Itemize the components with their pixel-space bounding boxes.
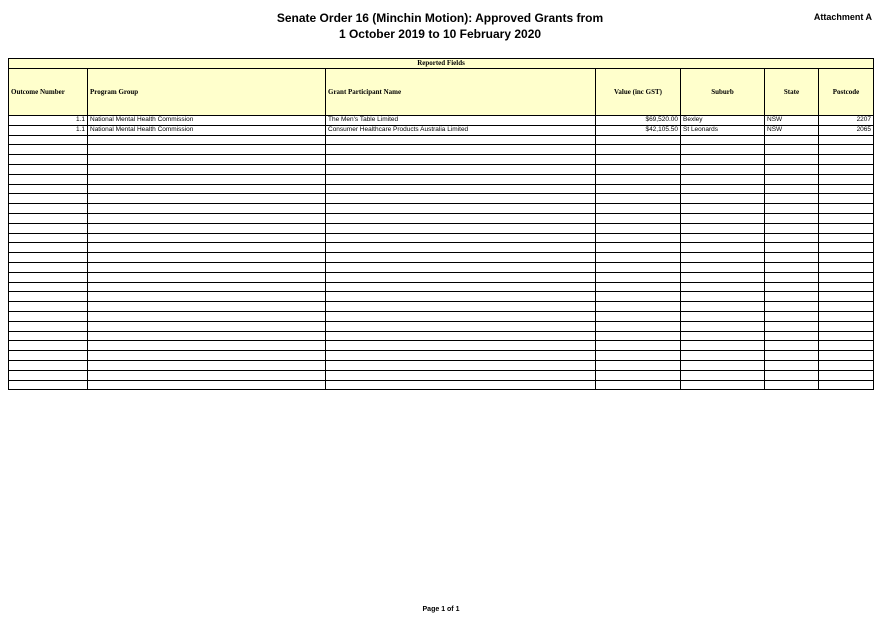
empty-cell [9,341,88,351]
empty-cell [9,282,88,292]
empty-cell [681,380,765,390]
empty-cell [88,370,326,380]
empty-cell [326,253,596,263]
empty-cell [326,135,596,145]
column-header-row [9,69,874,116]
empty-cell [819,233,874,243]
cell-state: NSW [765,116,819,126]
empty-cell [9,262,88,272]
empty-table-row [9,174,874,184]
cell-postcode: 2065 [819,125,874,135]
empty-cell [765,351,819,361]
empty-cell [596,174,681,184]
empty-cell [88,331,326,341]
empty-cell [765,135,819,145]
empty-table-row [9,145,874,155]
empty-cell [765,213,819,223]
empty-cell [681,223,765,233]
empty-cell [326,321,596,331]
empty-cell [88,341,326,351]
empty-cell [765,145,819,155]
cell-grant-participant: The Men's Table Limited [326,116,596,126]
empty-cell [681,272,765,282]
page-footer: Page 1 of 1 [422,606,460,613]
cell-postcode: 2207 [819,116,874,126]
empty-cell [326,380,596,390]
empty-cell [681,331,765,341]
empty-table-row [9,380,874,390]
empty-table-row [9,292,874,302]
empty-cell [596,253,681,263]
empty-cell [9,311,88,321]
empty-cell [88,253,326,263]
empty-table-row [9,243,874,253]
empty-cell [9,194,88,204]
empty-cell [9,243,88,253]
empty-table-row [9,282,874,292]
empty-table-row [9,213,874,223]
cell-state: NSW [765,125,819,135]
empty-cell [819,184,874,194]
empty-cell [681,282,765,292]
empty-cell [9,213,88,223]
group-header-row [9,59,874,69]
empty-cell [326,194,596,204]
empty-cell [9,370,88,380]
empty-cell [596,282,681,292]
empty-cell [765,174,819,184]
empty-table-row [9,204,874,214]
empty-cell [596,341,681,351]
empty-cell [326,360,596,370]
empty-cell [326,370,596,380]
cell-value: $69,520.00 [596,116,681,126]
title-line-2: 1 October 2019 to 10 February 2020 [338,27,542,41]
empty-cell [88,184,326,194]
empty-cell [326,213,596,223]
empty-cell [681,341,765,351]
empty-cell [326,311,596,321]
empty-cell [765,262,819,272]
empty-cell [88,243,326,253]
empty-cell [819,351,874,361]
col-value: Value (inc GST) [596,69,681,116]
empty-cell [819,282,874,292]
empty-cell [88,321,326,331]
empty-cell [596,360,681,370]
empty-cell [9,292,88,302]
empty-table-row [9,223,874,233]
empty-cell [681,253,765,263]
empty-cell [326,223,596,233]
empty-cell [88,135,326,145]
empty-cell [596,311,681,321]
empty-cell [88,282,326,292]
empty-cell [765,253,819,263]
empty-cell [9,302,88,312]
empty-cell [819,262,874,272]
empty-cell [681,155,765,165]
empty-cell [765,194,819,204]
empty-cell [88,233,326,243]
empty-cell [681,164,765,174]
empty-cell [819,341,874,351]
cell-program-group: National Mental Health Commission [88,125,326,135]
empty-cell [9,174,88,184]
empty-cell [819,370,874,380]
empty-cell [681,204,765,214]
empty-cell [596,243,681,253]
empty-cell [681,292,765,302]
empty-cell [88,174,326,184]
empty-cell [326,155,596,165]
empty-table-row [9,194,874,204]
empty-cell [596,194,681,204]
empty-cell [681,262,765,272]
empty-cell [681,184,765,194]
empty-cell [681,243,765,253]
empty-cell [88,380,326,390]
empty-cell [326,174,596,184]
empty-cell [819,331,874,341]
empty-cell [765,204,819,214]
empty-cell [765,311,819,321]
grants-table-body [9,116,874,390]
empty-table-row [9,233,874,243]
empty-cell [596,233,681,243]
empty-cell [326,184,596,194]
empty-cell [765,184,819,194]
empty-cell [681,174,765,184]
empty-cell [819,194,874,204]
empty-cell [596,331,681,341]
empty-cell [765,155,819,165]
empty-cell [819,302,874,312]
empty-cell [765,282,819,292]
empty-cell [819,380,874,390]
reported-fields-header: Reported Fields [9,59,874,69]
empty-cell [819,213,874,223]
empty-cell [9,351,88,361]
empty-table-row [9,331,874,341]
empty-cell [596,223,681,233]
empty-cell [681,370,765,380]
empty-cell [596,213,681,223]
empty-cell [819,311,874,321]
empty-cell [681,233,765,243]
page-title [240,10,640,42]
empty-cell [765,233,819,243]
col-outcome-number: Outcome Number [9,69,88,116]
empty-cell [819,360,874,370]
empty-cell [819,272,874,282]
empty-cell [326,341,596,351]
empty-cell [765,321,819,331]
empty-table-row [9,164,874,174]
empty-cell [326,331,596,341]
empty-cell [681,351,765,361]
empty-table-row [9,370,874,380]
empty-cell [819,243,874,253]
empty-cell [88,145,326,155]
empty-table-row [9,321,874,331]
col-grant-participant: Grant Participant Name [326,69,596,116]
col-suburb: Suburb [681,69,765,116]
empty-cell [88,351,326,361]
empty-cell [681,135,765,145]
empty-cell [596,370,681,380]
empty-table-row [9,155,874,165]
empty-cell [326,262,596,272]
empty-cell [326,292,596,302]
empty-cell [326,351,596,361]
cell-outcome-number: 1.1 [9,116,88,126]
empty-cell [765,302,819,312]
empty-cell [9,135,88,145]
empty-table-row [9,341,874,351]
empty-cell [9,253,88,263]
cell-suburb: Bexley [681,116,765,126]
empty-table-row [9,302,874,312]
empty-cell [326,272,596,282]
empty-cell [681,311,765,321]
grants-table [8,58,874,390]
empty-cell [88,155,326,165]
empty-cell [819,135,874,145]
empty-table-row [9,253,874,263]
empty-cell [88,213,326,223]
empty-cell [819,253,874,263]
empty-cell [326,164,596,174]
empty-cell [9,331,88,341]
empty-cell [681,360,765,370]
empty-table-row [9,184,874,194]
empty-cell [326,243,596,253]
cell-outcome-number: 1.1 [9,125,88,135]
empty-cell [681,302,765,312]
empty-cell [88,194,326,204]
empty-table-row [9,262,874,272]
empty-cell [9,360,88,370]
empty-cell [9,204,88,214]
empty-cell [819,145,874,155]
col-program-group: Program Group [88,69,326,116]
empty-cell [819,174,874,184]
empty-cell [326,204,596,214]
empty-cell [9,233,88,243]
cell-value: $42,105.50 [596,125,681,135]
empty-cell [88,223,326,233]
table-row [9,125,874,135]
empty-cell [596,272,681,282]
empty-cell [9,272,88,282]
empty-cell [681,213,765,223]
attachment-label: Attachment A [813,12,872,22]
empty-cell [9,321,88,331]
empty-cell [596,155,681,165]
empty-cell [765,223,819,233]
empty-table-row [9,360,874,370]
title-line-1: Senate Order 16 (Minchin Motion): Approved Grants from [276,11,604,25]
empty-cell [326,282,596,292]
empty-cell [326,145,596,155]
empty-cell [596,184,681,194]
empty-cell [596,302,681,312]
col-postcode: Postcode [819,69,874,116]
empty-cell [9,155,88,165]
table-row [9,116,874,126]
empty-cell [88,311,326,321]
empty-cell [819,292,874,302]
empty-cell [596,145,681,155]
empty-cell [819,321,874,331]
empty-cell [88,292,326,302]
empty-cell [765,243,819,253]
empty-cell [88,262,326,272]
empty-cell [9,380,88,390]
cell-grant-participant: Consumer Healthcare Products Australia Limited [326,125,596,135]
empty-cell [9,145,88,155]
empty-table-row [9,351,874,361]
empty-cell [9,164,88,174]
empty-cell [819,155,874,165]
empty-cell [88,272,326,282]
empty-cell [819,164,874,174]
empty-cell [596,321,681,331]
empty-cell [819,223,874,233]
empty-cell [765,164,819,174]
empty-cell [765,341,819,351]
empty-cell [765,292,819,302]
empty-cell [819,204,874,214]
empty-cell [88,302,326,312]
cell-program-group: National Mental Health Commission [88,116,326,126]
empty-cell [765,380,819,390]
empty-cell [765,331,819,341]
cell-suburb: St Leonards [681,125,765,135]
empty-cell [88,164,326,174]
empty-table-row [9,272,874,282]
empty-cell [9,184,88,194]
empty-cell [681,145,765,155]
empty-table-row [9,135,874,145]
empty-cell [596,135,681,145]
empty-cell [596,262,681,272]
empty-cell [88,204,326,214]
empty-table-row [9,311,874,321]
empty-cell [596,351,681,361]
empty-cell [596,292,681,302]
empty-cell [765,272,819,282]
empty-cell [596,164,681,174]
empty-cell [765,360,819,370]
empty-cell [596,204,681,214]
empty-cell [326,302,596,312]
empty-cell [681,321,765,331]
empty-cell [765,370,819,380]
empty-cell [88,360,326,370]
empty-cell [9,223,88,233]
empty-cell [596,380,681,390]
empty-cell [681,194,765,204]
col-state: State [765,69,819,116]
empty-cell [326,233,596,243]
